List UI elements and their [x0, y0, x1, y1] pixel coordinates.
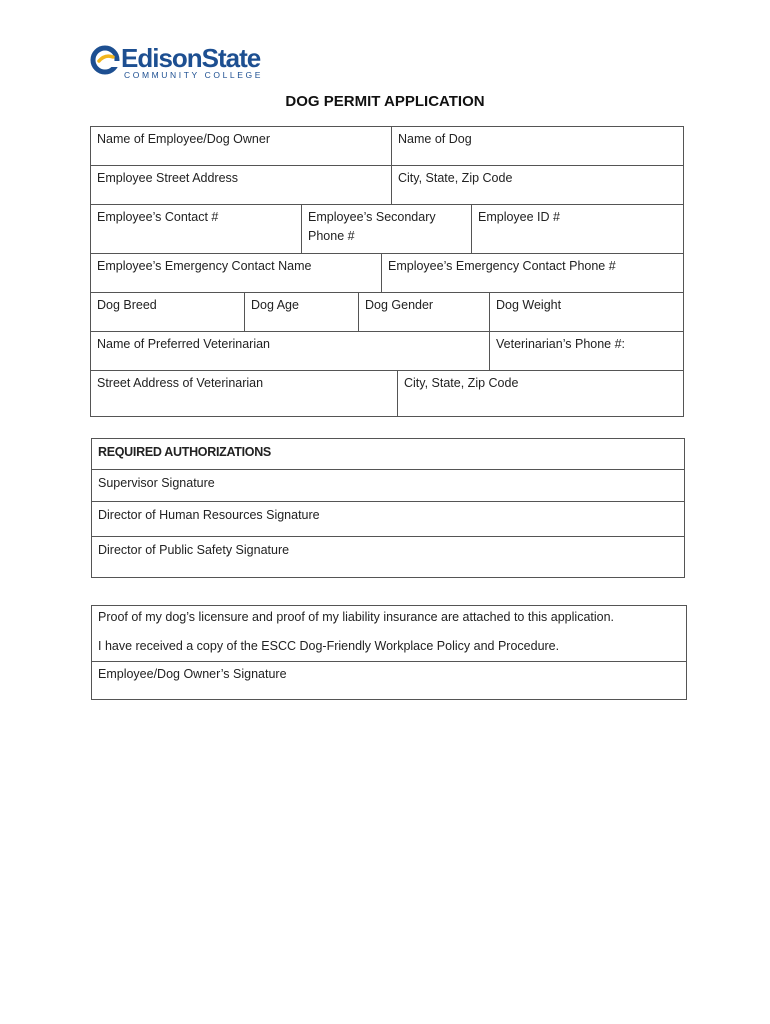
vet-name-field[interactable]: Name of Preferred Veterinarian — [97, 337, 271, 351]
vet-street-address-field[interactable]: Street Address of Veterinarian — [97, 376, 264, 390]
edison-state-logo — [90, 43, 263, 84]
street-address-field[interactable]: Employee Street Address — [97, 171, 239, 185]
owner-name-field[interactable]: Name of Employee/Dog Owner — [97, 132, 270, 146]
form-row — [91, 292, 683, 331]
proof-statement: Proof of my dog’s licensure and proof of my liability insurance are attached to this application. — [98, 610, 615, 624]
hr-director-signature-field[interactable]: Director of Human Resources Signature — [92, 501, 684, 536]
form-row — [91, 204, 683, 253]
employee-id-field[interactable]: Employee ID # — [471, 205, 683, 253]
policy-statement: I have received a copy of the ESCC Dog-Friendly Workplace Policy and Procedure. — [98, 639, 560, 653]
edison-swirl-icon — [90, 44, 122, 76]
logo-subtitle: COMMUNITY COLLEGE — [124, 70, 263, 80]
logo-wordmark: EdisonState — [121, 43, 261, 73]
application-form — [90, 126, 684, 417]
dog-gender-field[interactable]: Dog Gender — [358, 293, 489, 331]
city-state-zip-field[interactable]: City, State, Zip Code — [391, 166, 683, 204]
form-row — [91, 331, 683, 370]
safety-director-signature-field[interactable]: Director of Public Safety Signature — [92, 536, 684, 577]
dog-breed-field[interactable]: Dog Breed — [97, 298, 157, 312]
page-title: DOG PERMIT APPLICATION — [285, 93, 485, 110]
form-row — [91, 127, 683, 165]
form-row — [91, 370, 683, 416]
dog-age-field[interactable]: Dog Age — [244, 293, 358, 331]
emergency-contact-phone-field[interactable]: Employee’s Emergency Contact Phone # — [381, 254, 683, 292]
form-row — [91, 165, 683, 204]
form-row — [91, 253, 683, 292]
supervisor-signature-field[interactable]: Supervisor Signature — [92, 469, 684, 501]
emergency-contact-name-field[interactable]: Employee’s Emergency Contact Name — [97, 259, 312, 273]
dog-weight-field[interactable]: Dog Weight — [489, 293, 683, 331]
required-authorizations — [91, 438, 685, 578]
authorizations-heading: REQUIRED AUTHORIZATIONS — [98, 445, 271, 459]
secondary-phone-field[interactable]: Employee’s Secondary Phone # — [301, 205, 471, 253]
vet-city-state-zip-field[interactable]: City, State, Zip Code — [397, 371, 683, 416]
contact-number-field[interactable]: Employee’s Contact # — [97, 210, 219, 224]
attestation-box — [91, 605, 687, 700]
dog-name-field[interactable]: Name of Dog — [391, 127, 683, 165]
owner-signature-field[interactable]: Employee/Dog Owner’s Signature — [92, 661, 686, 699]
vet-phone-field[interactable]: Veterinarian’s Phone #: — [489, 332, 683, 370]
